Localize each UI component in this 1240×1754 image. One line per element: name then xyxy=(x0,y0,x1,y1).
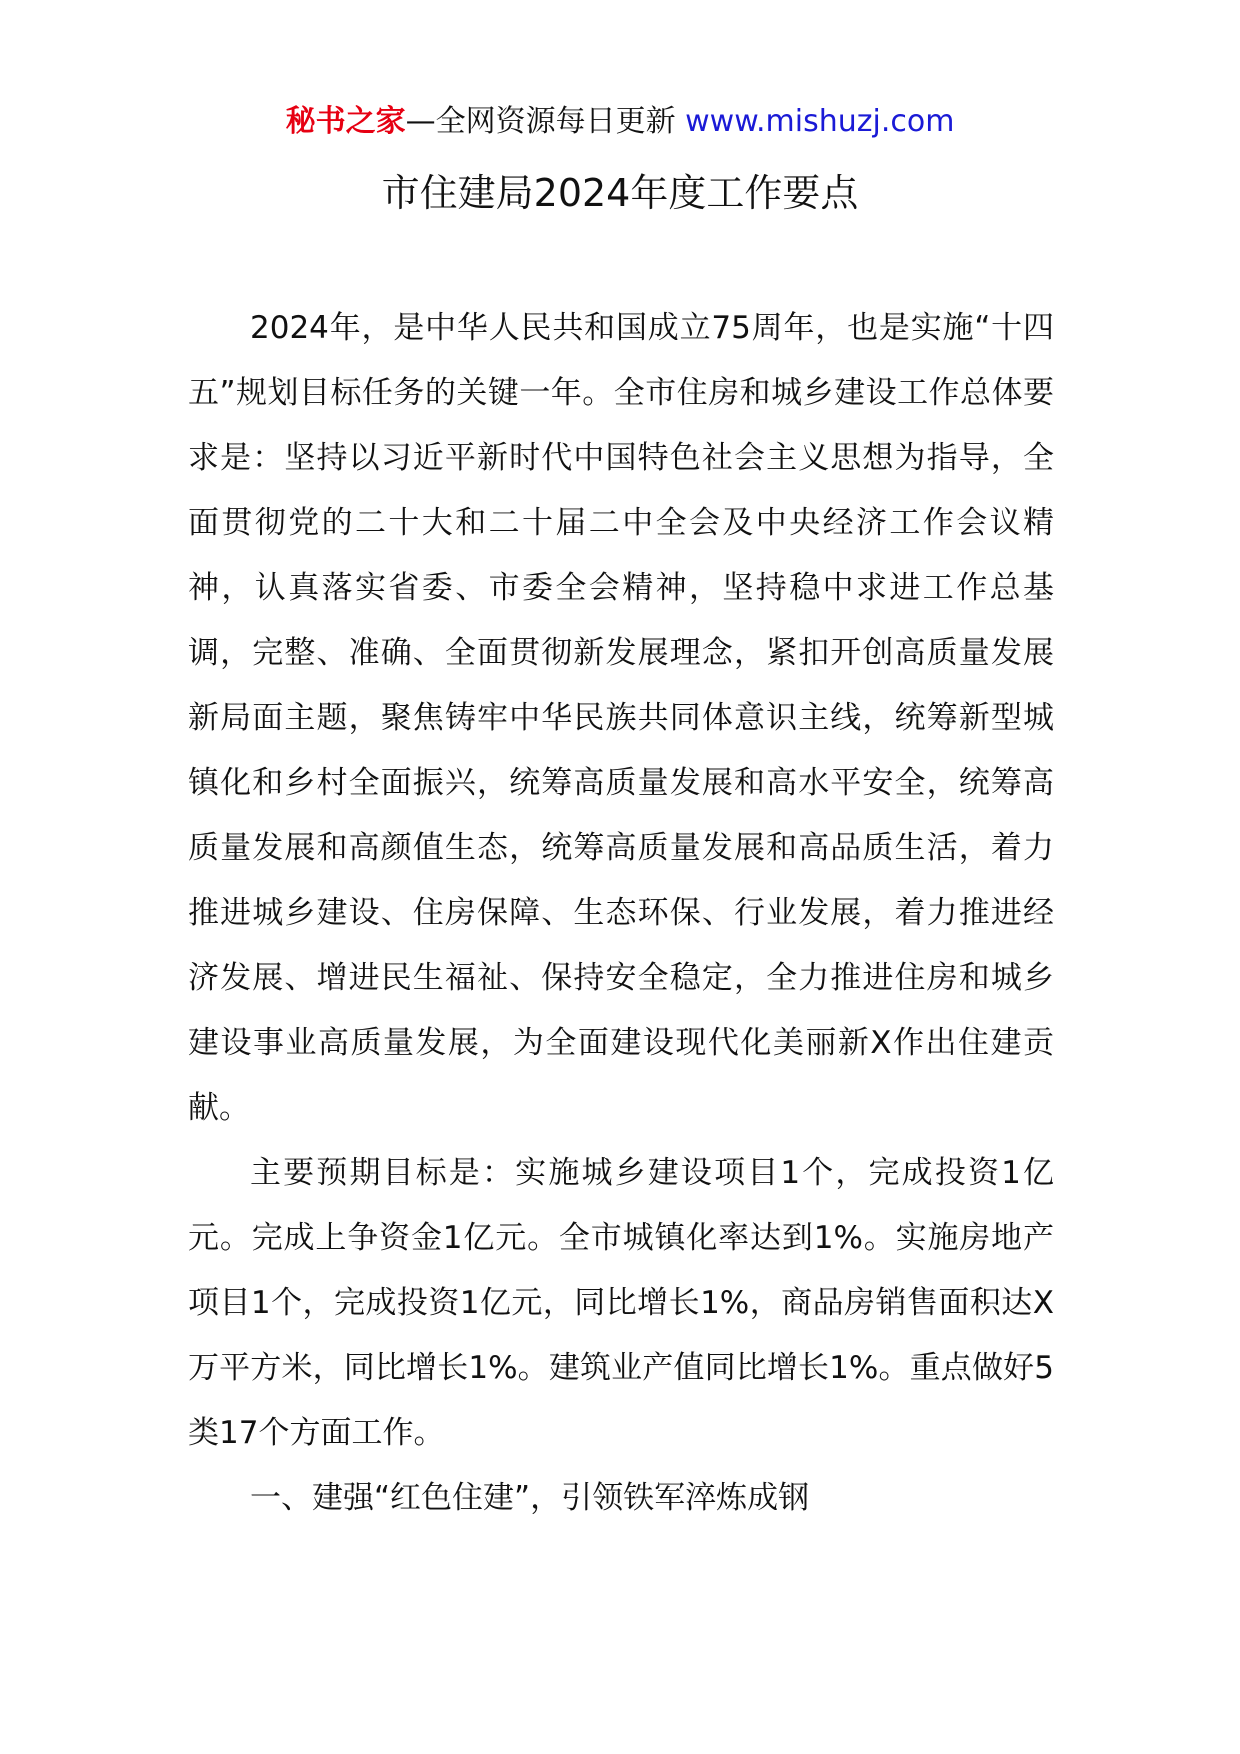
document-body xyxy=(188,296,1054,1531)
banner-brand: 秘书之家 xyxy=(285,104,406,139)
intro-paragraph: 2024年，是中华人民共和国成立75周年，也是实施“十四五”规划目标任务的关键一年。全市住房和城乡建设工作总体要求是：坚持以习近平新时代中国特色社会主义思想为指导，全面贯彻党的二十大和二十届二中全会及中央经济工作会议精神，认真落实省委、市委全会精神，坚持稳中求进工作总基调，完整、准确、全面贯彻新发展理念，紧扣开创高质量发展新局面主题，聚焦铸牢中华民族共同体意识主线，统筹新型城镇化和乡村全面振兴，统筹高质量发展和高水平安全，统筹高质量发展和高颜值生态，统筹高质量发展和高品质生活，着力推进城乡建设、住房保障、生态环保、行业发展，着力推进经济发展、增进民生福祉、保持安全稳定，全力推进住房和城乡建设事业高质量发展，为全面建设现代化美丽新X作出住建贡献。 xyxy=(188,310,1054,1126)
document-title: 市住建局2024年度工作要点 xyxy=(381,171,859,215)
banner-slogan: —全网资源每日更新 xyxy=(405,104,686,139)
section-heading: 一、建强“红色住建”，引领铁军淬炼成钢 xyxy=(250,1480,810,1516)
goals-paragraph: 主要预期目标是：实施城乡建设项目1个，完成投资1亿元。完成上争资金1亿元。全市城镇化率达到1%。实施房地产项目1个，完成投资1亿元，同比增长1%，商品房销售面积达X万平方米，同比增长1%。建筑业产值同比增长1%。重点做好5类17个方面工作。 xyxy=(188,1155,1054,1451)
site-banner xyxy=(0,102,1240,142)
banner-url-link[interactable]: www.mishuzj.com xyxy=(685,104,955,139)
